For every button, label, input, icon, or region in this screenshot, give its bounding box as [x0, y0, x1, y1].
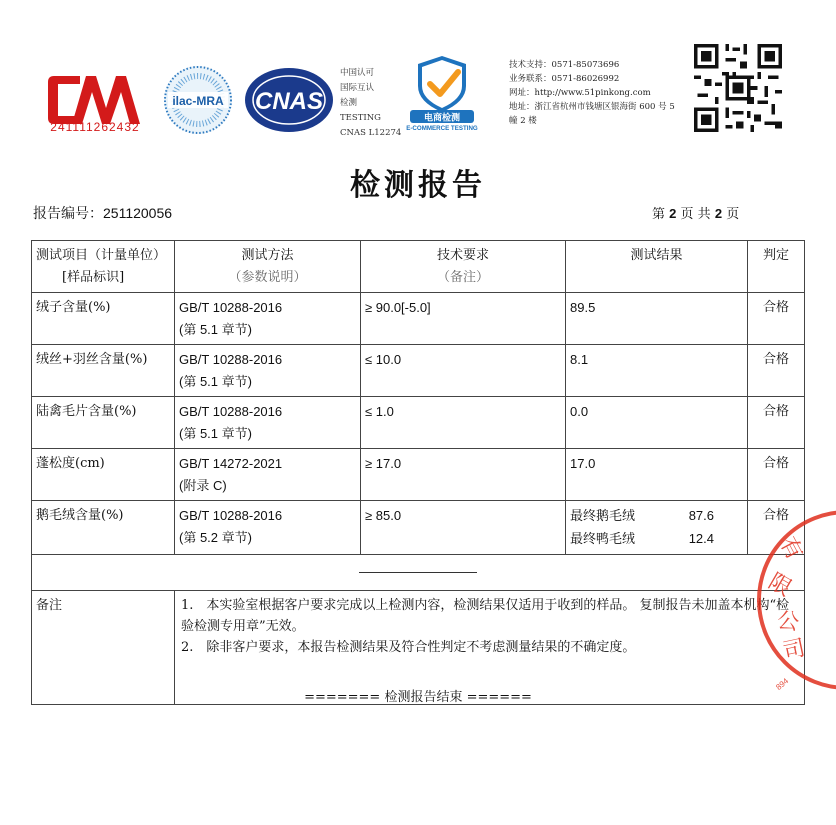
stamp-text-2: 限 [764, 569, 796, 602]
requirement-cell: ≤ 10.0 [361, 345, 566, 397]
header-result [566, 241, 748, 293]
stamp-text-4: 司 [780, 635, 808, 665]
page-indicator [652, 203, 739, 222]
cnas-info-line: CNAS L12274 [340, 128, 402, 138]
header-method-line2: （参数说明） [228, 270, 307, 285]
test-results-table [31, 240, 805, 705]
contact-line: 幢 2 楼 [509, 116, 537, 126]
method-cell [175, 397, 361, 449]
separator-row [32, 555, 805, 591]
page-title: 检测报告 [350, 168, 486, 203]
table-row [32, 293, 805, 345]
header-judgement-label: 判定 [762, 248, 789, 263]
ecommerce-en-label: E-COMMERCE TESTING [406, 125, 478, 132]
header-result-label: 测试结果 [630, 248, 683, 263]
result-value: 87.6 [688, 508, 714, 523]
official-seal-stamp [752, 505, 836, 695]
method-cell [175, 449, 361, 501]
header-item [32, 241, 175, 293]
result-cell [566, 501, 748, 555]
cnas-info-line: 中国认可 [340, 68, 375, 78]
cma-number: 241111262432 [50, 120, 140, 134]
header-method [175, 241, 361, 293]
separator-cell [32, 555, 805, 591]
result-cell: 8.1 [566, 345, 748, 397]
header-requirement [361, 241, 566, 293]
header-item-line1: 测试项目（计量单位） [36, 248, 167, 263]
judgement-cell: 合格 [748, 449, 805, 501]
cnas-info-line: TESTING [340, 113, 381, 123]
qr-code [694, 44, 782, 132]
judgement-cell: 合格 [748, 501, 805, 555]
method-standard: GB/T 14272-2021 [179, 456, 283, 471]
page-prefix: 第 [652, 207, 666, 222]
result-line [570, 505, 743, 528]
method-cell [175, 345, 361, 397]
method-standard: GB/T 10288-2016 [179, 404, 283, 419]
result-label: 最终鹅毛绒 [570, 509, 636, 524]
judgement-cell: 合格 [748, 397, 805, 449]
item-cell: 绒丝+羽丝含量(%) [32, 345, 175, 397]
page-total: 2 [714, 206, 723, 221]
requirement-cell: ≥ 90.0[-5.0] [361, 293, 566, 345]
report-number [33, 203, 172, 223]
method-standard: GB/T 10288-2016 [179, 300, 283, 315]
result-cell: 89.5 [566, 293, 748, 345]
item-cell: 鹅毛绒含量(%) [32, 501, 175, 555]
contact-info [509, 58, 684, 128]
requirement-cell: ≥ 17.0 [361, 449, 566, 501]
contact-line: 技术支持：0571-85073696 [509, 60, 620, 70]
page-current: 2 [669, 206, 677, 221]
method-note: (第 5.1 章节) [179, 374, 252, 389]
item-cell: 绒子含量(%) [32, 293, 175, 345]
item-cell: 陆禽毛片含量(%) [32, 397, 175, 449]
page-mid: 页 共 [680, 207, 711, 222]
item-cell: 蓬松度(cm) [32, 449, 175, 501]
header-requirement-line1: 技术要求 [436, 248, 489, 263]
ilac-label: ilac-MRA [172, 94, 224, 108]
separator-line [359, 572, 477, 573]
cnas-info-line: 检测 [340, 98, 358, 108]
table-row [32, 397, 805, 449]
cnas-info-line: 国际互认 [340, 83, 375, 93]
ecommerce-cn-label: 电商检测 [423, 113, 461, 124]
contact-line: 地址：浙江省杭州市钱塘区银海街 600 号 5 [509, 102, 675, 112]
table-header-row [32, 241, 805, 293]
contact-line: 业务联系：0571-86026992 [509, 74, 620, 84]
remark-item: 2. 除非客户要求，本报告检测结果及符合性判定不考虑测量结果的不确定度。 [181, 640, 636, 655]
method-cell [175, 501, 361, 555]
method-cell [175, 293, 361, 345]
contact-line: 网址：http://www.51pinkong.com [509, 88, 651, 98]
table-row-goose-down [32, 501, 805, 555]
result-cell: 0.0 [566, 397, 748, 449]
method-note: (附录 C) [179, 478, 227, 493]
remark-item: 1. 本实验室根据客户要求完成以上检测内容，检测结果仅适用于收到的样品。 复制报告未加盖本机构“检验检测专用章”无效。 [181, 598, 790, 634]
result-cell: 17.0 [566, 449, 748, 501]
result-label: 最终鸭毛绒 [570, 532, 636, 547]
table-row [32, 345, 805, 397]
header-method-line1: 测试方法 [241, 248, 294, 263]
method-standard: GB/T 10288-2016 [179, 352, 283, 367]
report-number-label: 报告编号： [33, 206, 103, 222]
header-requirement-line2: （备注） [436, 270, 489, 285]
method-note: (第 5.1 章节) [179, 426, 252, 441]
stamp-text-3: 公 [775, 608, 801, 636]
cnas-label: CNAS [254, 88, 324, 115]
header-judgement [748, 241, 805, 293]
method-note: (第 5.1 章节) [179, 322, 252, 337]
cnas-info [340, 66, 401, 141]
method-standard: GB/T 10288-2016 [179, 508, 283, 523]
stamp-text-1: 有 [774, 533, 807, 565]
header-item-line2: [样品标识] [62, 270, 125, 285]
method-note: (第 5.2 章节) [179, 530, 252, 545]
requirement-cell: ≤ 1.0 [361, 397, 566, 449]
page-suffix: 页 [726, 207, 740, 222]
remarks-label: 备注 [32, 591, 175, 705]
cnas-logo [243, 66, 335, 134]
ilac-mra-logo [162, 64, 234, 136]
report-number-value: 251120056 [103, 205, 173, 221]
result-value: 12.4 [688, 531, 714, 546]
judgement-cell: 合格 [748, 345, 805, 397]
ecommerce-testing-logo [400, 52, 484, 132]
judgement-cell: 合格 [748, 293, 805, 345]
requirement-cell: ≥ 85.0 [361, 501, 566, 555]
result-line [570, 528, 743, 551]
stamp-number: 894 [774, 676, 791, 692]
report-end-marker: ======= 检测报告结束 ====== [304, 690, 532, 705]
table-row [32, 449, 805, 501]
